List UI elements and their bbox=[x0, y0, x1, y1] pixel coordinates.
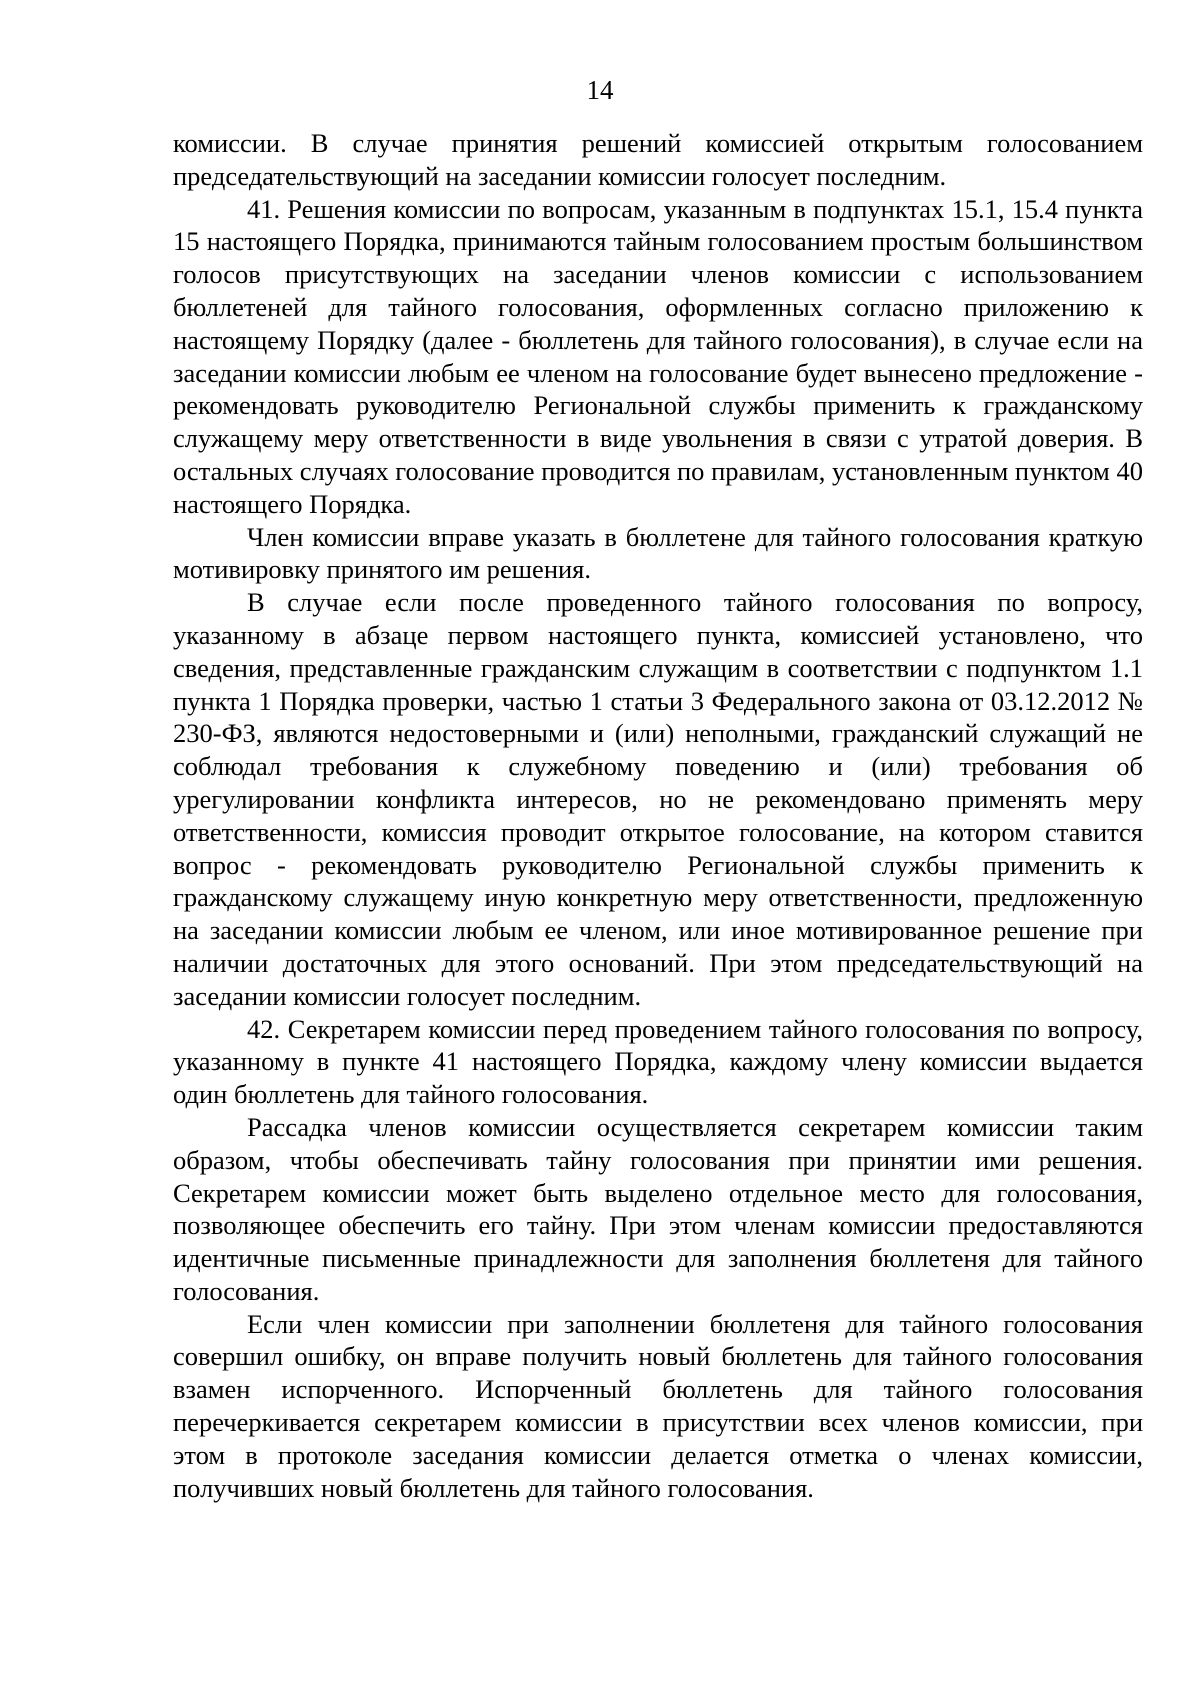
paragraph-seating: Рассадка членов комиссии осуществляется секретарем комиссии таким образом, чтобы обеспечивать тайну голосования при принятии ими решения. Секретарем комиссии может быть выделено отдельное место для голосования, позволяющее обеспечить его тайну. При этом членам комиссии предоставляются идентичные письменные принадлежности для заполнения бюллетеня для тайного голосования. bbox=[173, 1111, 1143, 1306]
document-body bbox=[173, 127, 1143, 1504]
paragraph-open-vote-case: В случае если после проведенного тайного голосования по вопросу, указанному в абзаце первом настоящего пункта, комиссией установлено, что сведения, представленные гражданским служащим в соответствии с подпунктом 1.1 пункта 1 Порядка проверки, частью 1 статьи 3 Федерального закона от 03.12.2012 № 230-ФЗ, являются недостоверными и (или) неполными, гражданский служащий не соблюдал требования к служебному поведению и (или) требования об урегулировании конфликта интересов, но не рекомендовано применять меру ответственности, комиссия проводит открытое голосование, на котором ставится вопрос - рекомендовать руководителю Региональной службы применить к гражданскому служащему иную конкретную меру ответственности, предложенную на заседании комиссии любым ее членом, или иное мотивированное решение при наличии достаточных для этого оснований. При этом председательствующий на заседании комиссии голосует последним. bbox=[173, 587, 1143, 1011]
paragraph-continuation: комиссии. В случае принятия решений комиссией открытым голосованием председательствующий на заседании комиссии голосует последним. bbox=[173, 128, 1143, 191]
paragraph-ballot-motivation: Член комиссии вправе указать в бюллетене для тайного голосования краткую мотивировку принятого им решения. bbox=[173, 521, 1143, 585]
paragraph-spoiled-ballot: Если член комиссии при заполнении бюллетеня для тайного голосования совершил ошибку, он вправе получить новый бюллетень для тайного голосования взамен испорченного. Испорченный бюллетень для тайного голосования перечеркивается секретарем комиссии в присутствии всех членов комиссии, при этом в протоколе заседания комиссии делается отметка о членах комиссии, получивших новый бюллетень для тайного голосования. bbox=[173, 1308, 1143, 1503]
page-number: 14 bbox=[586, 75, 614, 105]
paragraph-item-42: 42. Секретарем комиссии перед проведением тайного голосования по вопросу, указанному в пункте 41 настоящего Порядка, каждому члену комиссии выдается один бюллетень для тайного голосования. bbox=[173, 1013, 1143, 1110]
paragraph-item-41: 41. Решения комиссии по вопросам, указанным в подпунктах 15.1, 15.4 пункта 15 настоящего Порядка, принимаются тайным голосованием простым большинством голосов присутствующих на заседании членов комиссии с использованием бюллетеней для тайного голосования, оформленных согласно приложению к настоящему Порядку (далее - бюллетень для тайного голосования), в случае если на заседании комиссии любым ее членом на голосование будет вынесено предложение - рекомендовать руководителю Региональной службы применить к гражданскому служащему меру ответственности в виде увольнения в связи с утратой доверия. В остальных случаях голосование проводится по правилам, установленным пунктом 40 настоящего Порядка. bbox=[173, 193, 1143, 519]
